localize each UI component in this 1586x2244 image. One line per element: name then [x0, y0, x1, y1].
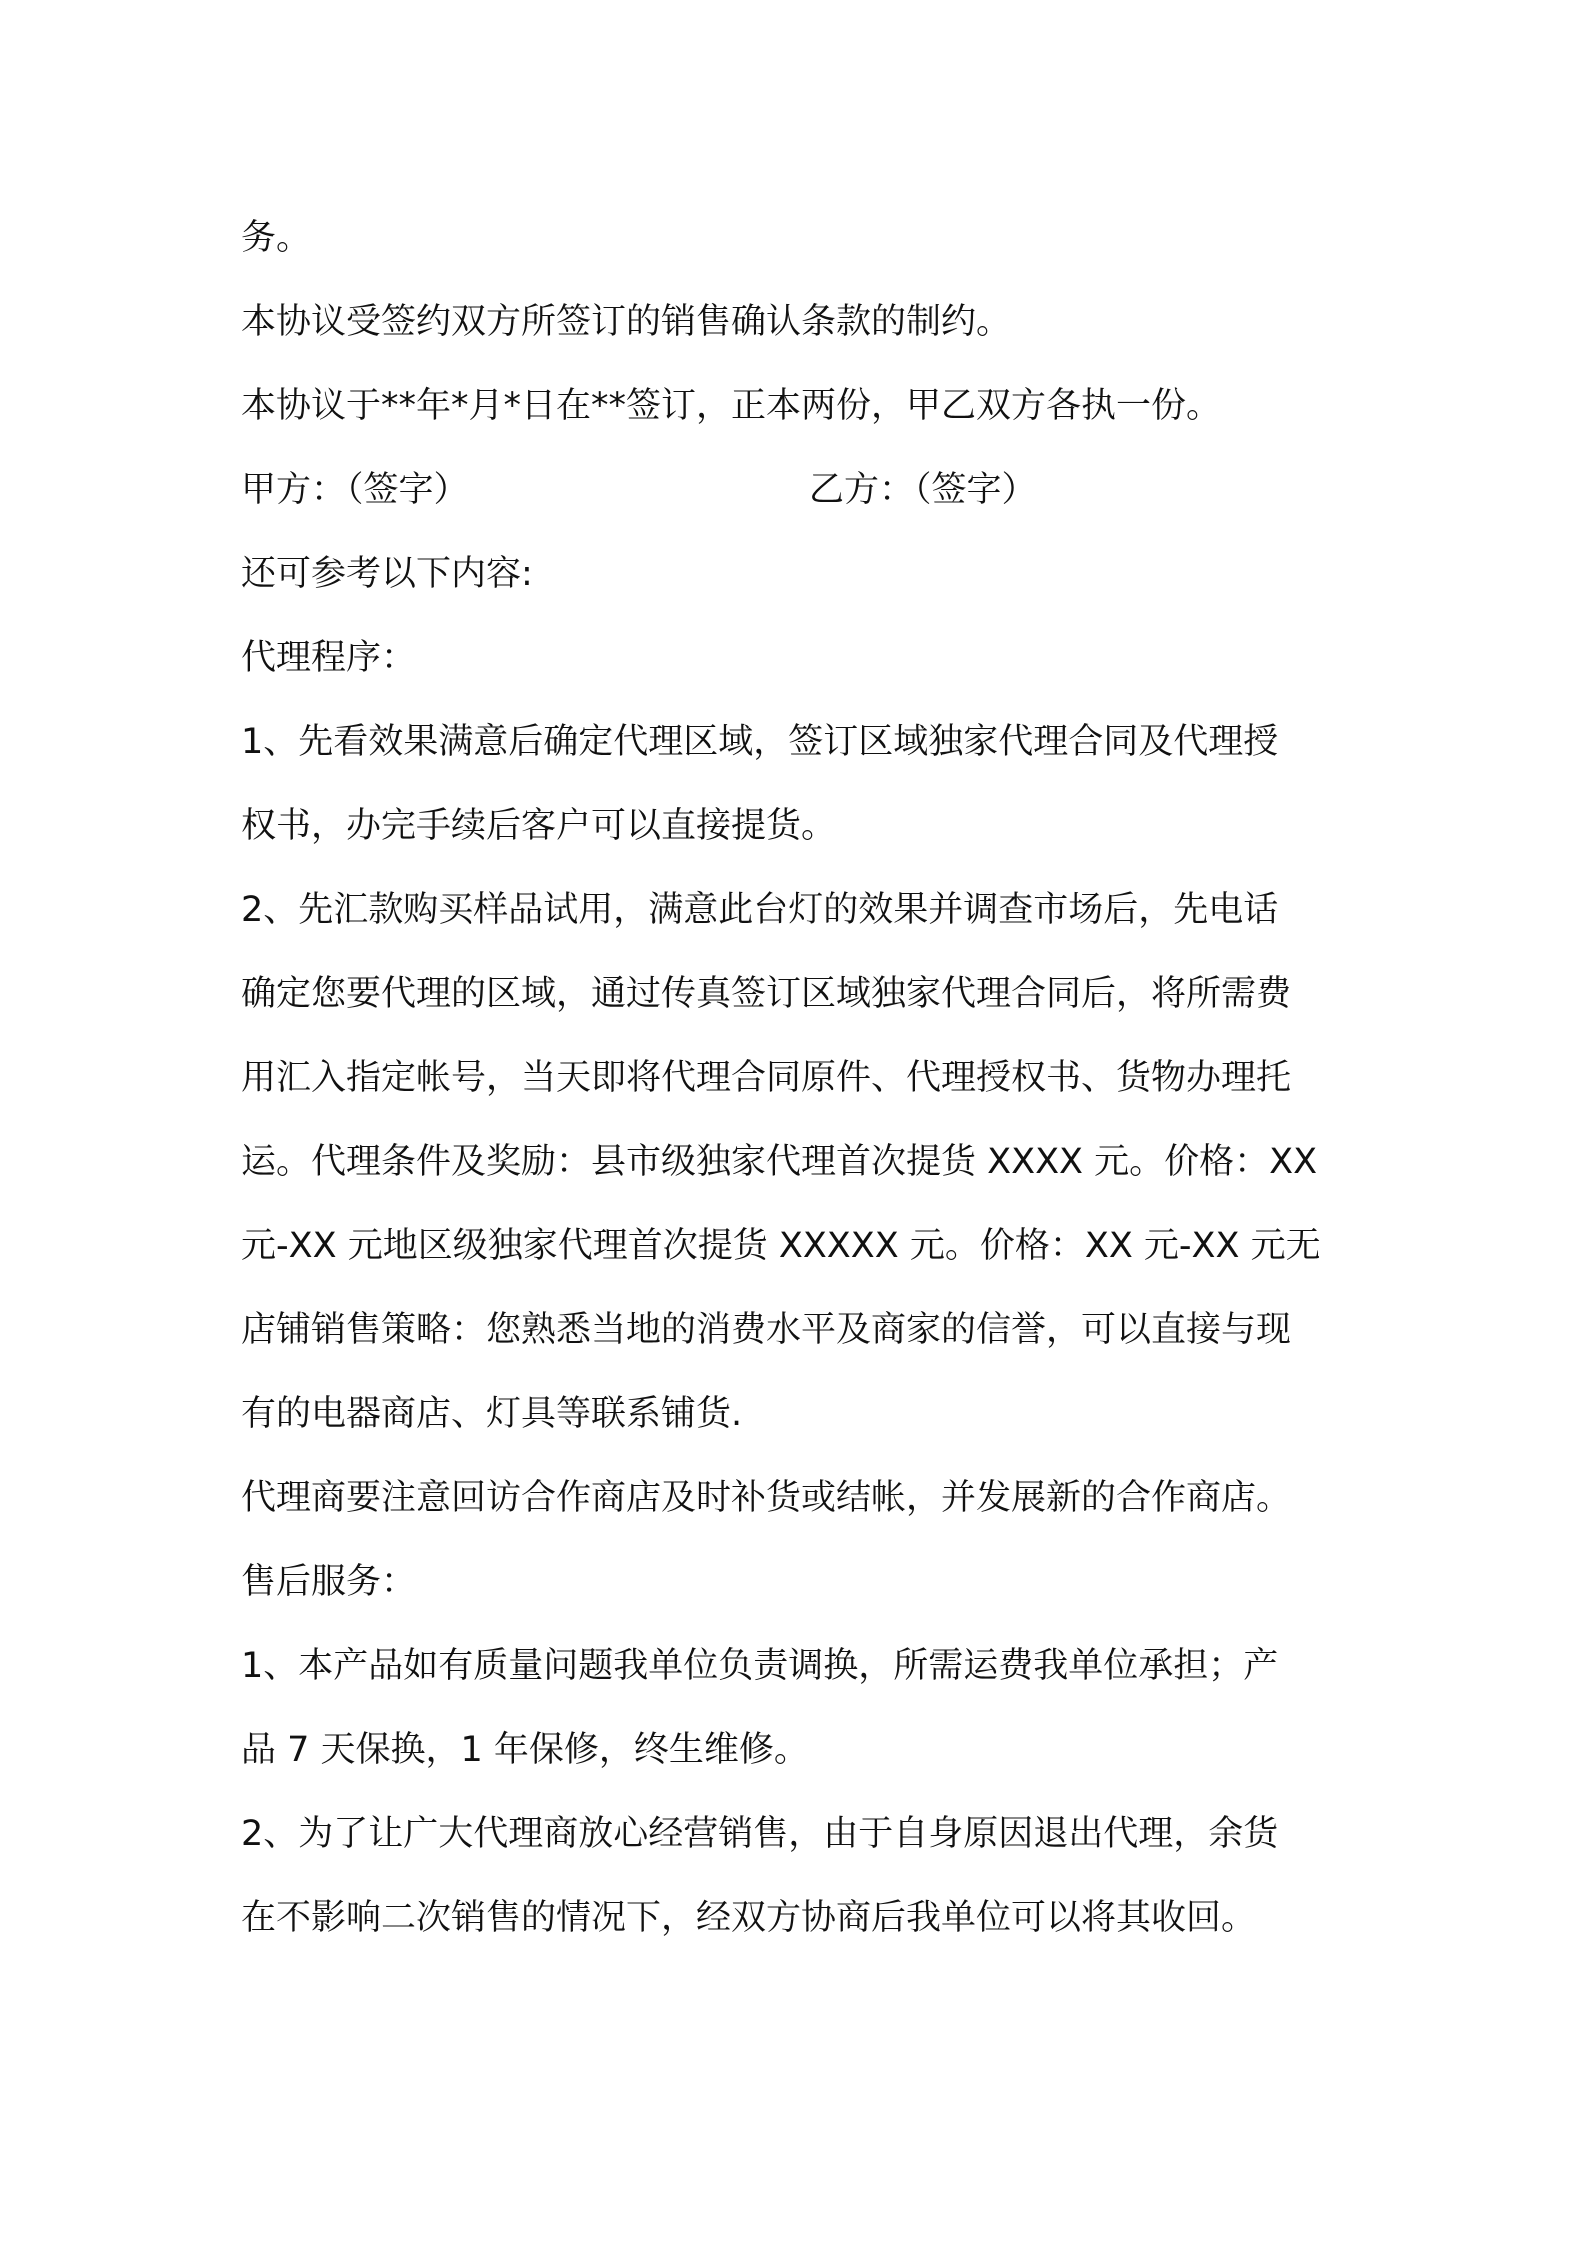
signature-row: [241, 448, 1355, 532]
text-line: 本协议于**年*月*日在**签订，正本两份，甲乙双方各执一份。: [241, 386, 1222, 426]
document-body: [241, 196, 1355, 1960]
text-line: 有的电器商店、灯具等联系铺货.: [241, 1394, 743, 1434]
text-line: 店铺销售策略：您熟悉当地的消费水平及商家的信誉，可以直接与现: [241, 1310, 1292, 1350]
text-line: 1、本产品如有质量问题我单位负责调换，所需运费我单位承担；产: [241, 1646, 1279, 1686]
text-line: 在不影响二次销售的情况下，经双方协商后我单位可以将其收回。: [241, 1898, 1257, 1938]
text-line: 务。: [241, 218, 312, 258]
text-line: 1、先看效果满意后确定代理区域，签订区域独家代理合同及代理授: [241, 722, 1279, 762]
section-heading: 代理程序：: [241, 638, 417, 678]
party-b-signature-label: 乙方：（签字）: [809, 470, 1037, 510]
text-line: 代理商要注意回访合作商店及时补货或结帐，并发展新的合作商店。: [241, 1478, 1292, 1518]
party-a-signature-label: 甲方：（签字）: [241, 470, 469, 510]
text-line: 品 7 天保换，1 年保修，终生维修。: [241, 1730, 809, 1770]
text-line: 本协议受签约双方所签订的销售确认条款的制约。: [241, 302, 1012, 342]
section-heading: 售后服务：: [241, 1562, 417, 1602]
text-line: 用汇入指定帐号，当天即将代理合同原件、代理授权书、货物办理托: [241, 1058, 1292, 1098]
text-line: 确定您要代理的区域，通过传真签订区域独家代理合同后，将所需费: [241, 974, 1292, 1014]
text-line: 2、为了让广大代理商放心经营销售，由于自身原因退出代理，余货: [241, 1814, 1279, 1854]
text-line: 2、先汇款购买样品试用，满意此台灯的效果并调查市场后，先电话: [241, 890, 1279, 930]
text-line: 运。代理条件及奖励：县市级独家代理首次提货 XXXX 元。价格：XX: [241, 1142, 1318, 1182]
text-line: 还可参考以下内容:: [241, 554, 533, 594]
text-line: 元-XX 元地区级独家代理首次提货 XXXXX 元。价格：XX 元-XX 元无: [241, 1226, 1321, 1266]
text-line: 权书，办完手续后客户可以直接提货。: [241, 806, 837, 846]
